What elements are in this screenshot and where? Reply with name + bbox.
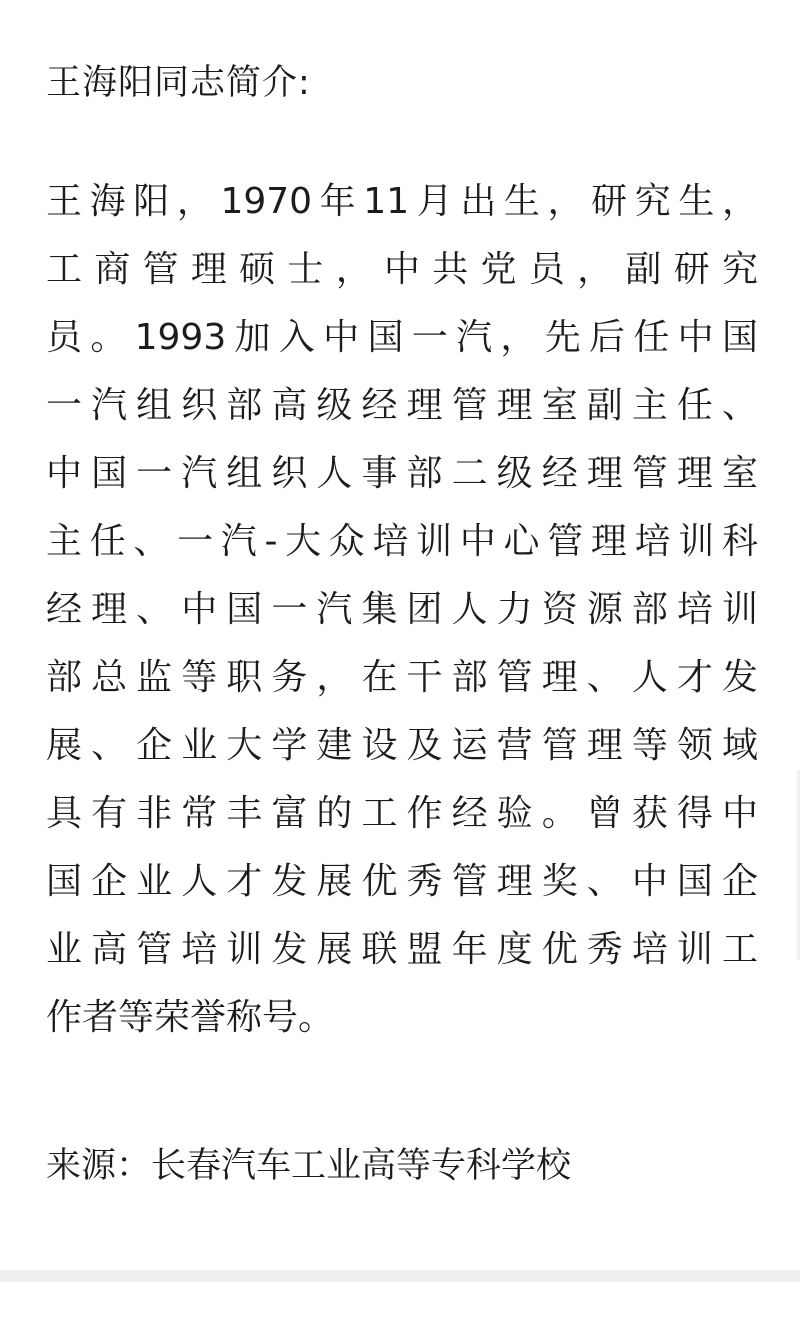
body-line: 国企业人才发展优秀管理奖、中国企 (46, 861, 758, 902)
body-line: 一汽组织部高级经理管理室副主任、 (46, 385, 758, 426)
body-line: 具有非常丰富的工作经验。曾获得中 (46, 793, 758, 834)
body-line: 工商管理硕士，中共党员，副研究 (46, 249, 758, 290)
article-heading: 王海阳同志简介: (46, 63, 311, 103)
body-line: 经理、中国一汽集团人力资源部培训 (46, 589, 758, 630)
body-line: 业高管培训发展联盟年度优秀培训工 (46, 929, 758, 970)
body-line: 作者等荣誉称号。 (46, 997, 335, 1038)
body-line: 王海阳，1970年11月出生，研究生， (46, 181, 758, 222)
body-line: 员。1993加入中国一汽，先后任中国 (46, 317, 758, 358)
article-source: 来源：长春汽车工业高等专科学校 (46, 1146, 572, 1186)
body-line: 中国一汽组织人事部二级经理管理室 (46, 453, 758, 494)
article-body (46, 168, 758, 1052)
body-line: 部总监等职务，在干部管理、人才发 (46, 657, 758, 698)
body-line: 主任、一汽-大众培训中心管理培训科 (46, 521, 758, 562)
body-line: 展、企业大学建设及运营管理等领域 (46, 725, 758, 766)
section-divider (0, 1270, 800, 1282)
